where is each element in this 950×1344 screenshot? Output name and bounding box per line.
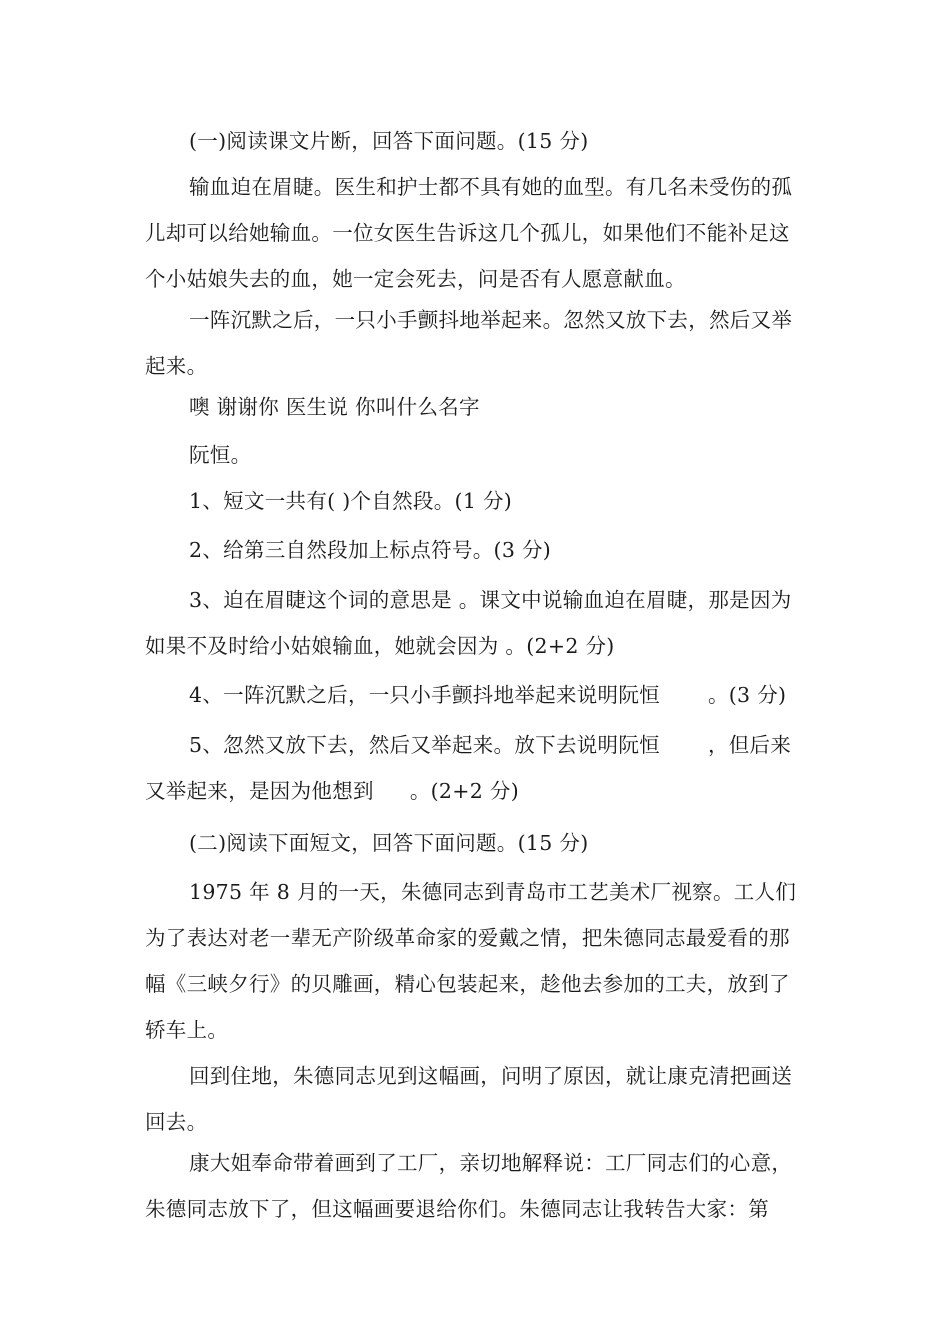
section1-paragraph-1: 输血迫在眉睫。医生和护士都不具有她的血型。有几名未受伤的孤儿却可以给她输血。一位女医生告诉这几个孤儿，如果他们不能补足这个小姑娘失去的血，她一定会死去，问是否有人愿意献血。 [145,175,793,291]
question-5-score: 。(2+2 分) [409,779,519,803]
question-5 [145,722,810,814]
question-4-score: 。(3 分) [707,683,787,707]
section1-paragraph-4: 阮恒。 [189,443,252,467]
section2-paragraph-2: 回到住地，朱德同志见到这幅画，问明了原因，就让康克清把画送回去。 [145,1064,793,1134]
section1-heading: (一)阅读课文片断，回答下面问题。(15 分) [189,129,589,153]
question-3: 3、迫在眉睫这个词的意思是 。课文中说输血迫在眉睫，那是因为如果不及时给小姑娘输血，她就会因为 。(2+2 分) [145,588,792,658]
section1-paragraph-3: 噢 谢谢你 医生说 你叫什么名字 [189,395,480,419]
question-2: 2、给第三自然段加上标点符号。(3 分) [189,538,552,562]
question-1: 1、短文一共有( )个自然段。(1 分) [189,489,513,513]
section1-paragraph-2: 一阵沉默之后，一只小手颤抖地举起来。忽然又放下去，然后又举起来。 [145,308,793,378]
section2-paragraph-1: 1975 年 8 月的一天，朱德同志到青岛市工艺美术厂视察。工人们为了表达对老一辈无产阶级革命家的爱戴之情，把朱德同志最爱看的那幅《三峡夕行》的贝雕画，精心包装起来，趁他去参加的工夫，放到了轿车上。 [145,880,797,1042]
section2-paragraph-3: 康大姐奉命带着画到了工厂，亲切地解释说：工厂同志们的心意，朱德同志放下了，但这幅画要退给你们。朱德同志让我转告大家：第 [145,1151,793,1221]
question-4 [145,672,810,718]
question-4-text: 4、一阵沉默之后，一只小手颤抖地举起来说明阮恒 [189,683,660,707]
question-5-text-2: ，但后来又举起来，是因为他想到 [145,733,792,803]
question-5-text: 5、忽然又放下去，然后又举起来。放下去说明阮恒 [189,733,660,757]
section2-heading: (二)阅读下面短文，回答下面问题。(15 分) [189,831,589,855]
